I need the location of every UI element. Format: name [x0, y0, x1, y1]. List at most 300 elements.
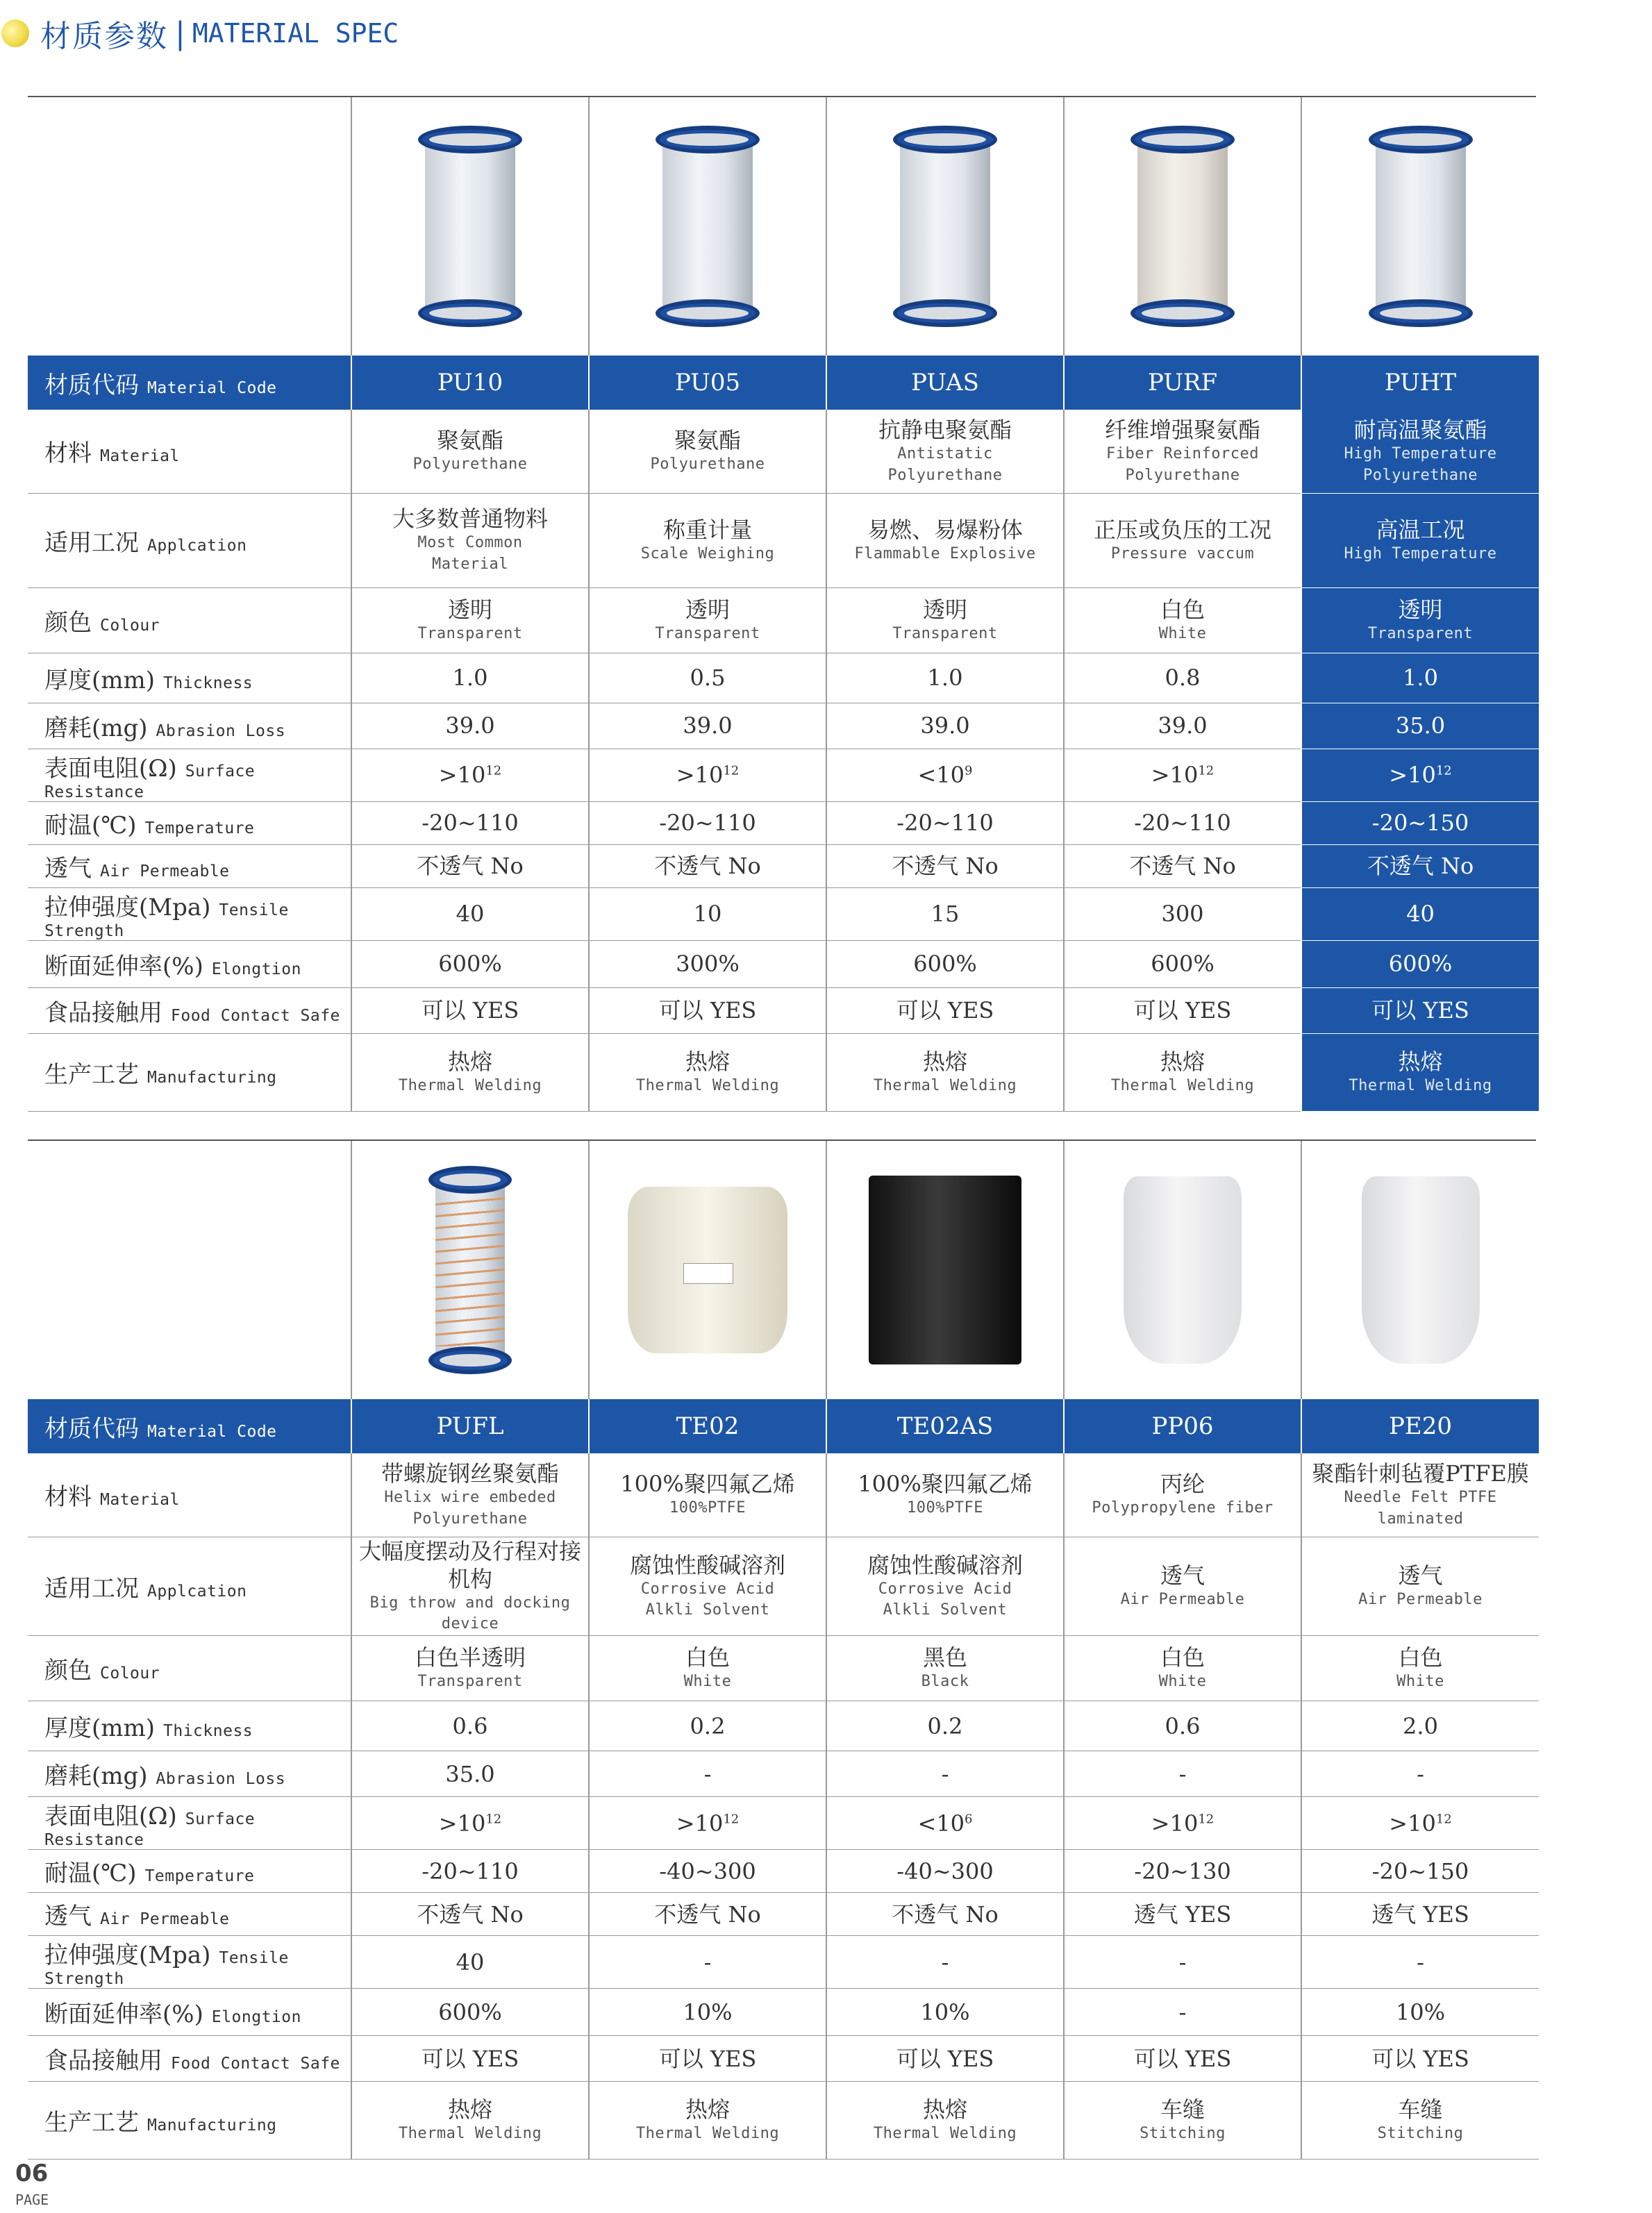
value-en: Helix wire embeded	[384, 1488, 556, 1506]
label-cn: 拉伸强度(Mpa)	[44, 893, 211, 921]
value-text: 10%	[920, 1998, 970, 2026]
air-row	[28, 844, 1539, 887]
resistance-exponent: 12	[723, 763, 740, 778]
resistance-cell	[826, 749, 1064, 801]
manufacturing-cell	[1064, 2082, 1301, 2160]
value-text: 1.0	[927, 665, 963, 691]
value-cn: 车缝	[1160, 2096, 1205, 2123]
application-cell	[1064, 493, 1301, 587]
tensile-cell	[589, 1936, 826, 1989]
bag-image	[628, 1187, 787, 1353]
temperature-cell	[351, 1850, 589, 1893]
label-en: Colour	[100, 1664, 160, 1683]
resistance-value	[1302, 761, 1539, 789]
material-code-row	[28, 356, 1539, 410]
value-cn: 聚氨酯	[436, 427, 503, 454]
sleeve-image	[1130, 126, 1235, 327]
value-text: -20~110	[896, 810, 994, 836]
colour-row	[28, 1636, 1539, 1701]
application-row	[28, 493, 1539, 587]
label-cn: 表面电阻(Ω)	[44, 754, 177, 783]
resistance-value	[590, 761, 826, 789]
product-image-cell	[1301, 1141, 1539, 1399]
value-text: -20~110	[659, 810, 756, 836]
value-text: 透气 YES	[1371, 1901, 1469, 1928]
air-cell	[1301, 1893, 1539, 1936]
value-text: -	[1417, 1948, 1424, 1976]
label-en: Air Permeable	[100, 1910, 230, 1929]
label-en: Tensile Strength	[44, 1949, 289, 1989]
value-cn: 带螺旋钢丝聚氨酯	[381, 1460, 559, 1487]
manufacturing-row	[28, 1033, 1539, 1111]
value-cn: 热熔	[447, 2096, 492, 2123]
product-image-cell	[351, 97, 589, 356]
value-text: 不透气 No	[892, 1901, 999, 1928]
label-cn: 适用工况	[44, 528, 139, 557]
value-en: Stitching	[1377, 2125, 1464, 2143]
food-cell	[1301, 2036, 1539, 2082]
food-cell	[351, 2036, 589, 2082]
colour-cell	[1064, 1636, 1301, 1701]
label-food	[28, 987, 351, 1033]
label-cn: 生产工艺	[44, 2109, 139, 2137]
temperature-cell	[1301, 1850, 1539, 1893]
value-en: White	[1158, 624, 1207, 642]
value-en: Thermal Welding	[398, 2125, 542, 2143]
resistance-value	[827, 761, 1063, 789]
value-en: Scale Weighing	[640, 544, 775, 562]
application-cell	[589, 1537, 826, 1636]
elongation-cell	[826, 1989, 1064, 2036]
value-text: -	[1417, 1760, 1424, 1787]
abrasion-cell	[589, 1751, 826, 1797]
elongation-cell	[1064, 940, 1301, 987]
material-cell	[589, 410, 826, 493]
product-image-cell	[589, 97, 826, 356]
abrasion-cell	[1064, 1751, 1301, 1797]
label-material	[28, 1453, 351, 1537]
material-code-cell: PUAS	[826, 356, 1064, 410]
material-cell	[589, 1453, 826, 1537]
label-cn: 材质代码	[44, 1414, 139, 1443]
label-thickness	[28, 1701, 351, 1751]
material-code-cell: PUFL	[351, 1399, 589, 1453]
resistance-exponent: 6	[965, 1811, 973, 1826]
label-cn: 颜色	[44, 608, 92, 637]
value-text: 39.0	[1158, 712, 1208, 739]
resistance-value	[827, 1810, 1063, 1837]
temperature-cell	[1064, 1850, 1301, 1893]
value-en: Corrosive Acid	[878, 1580, 1012, 1598]
value-en: White	[683, 1673, 732, 1691]
abrasion-cell	[351, 1751, 589, 1797]
manufacturing-cell	[826, 1033, 1064, 1111]
label-resistance	[28, 1797, 351, 1850]
value-text: 可以 YES	[896, 2045, 994, 2072]
value-text: -	[703, 1948, 712, 1976]
value-text: 39.0	[920, 712, 970, 739]
value-text: 不透气 No	[1367, 853, 1474, 879]
label-abrasion	[28, 1751, 351, 1797]
value-text: 40	[1406, 901, 1435, 927]
label-en: Food Contact Safe	[171, 2055, 340, 2073]
food-cell	[589, 2036, 826, 2082]
application-cell	[1064, 1537, 1301, 1636]
value-cn: 腐蚀性酸碱溶剂	[629, 1551, 785, 1578]
label-cn: 适用工况	[44, 1574, 139, 1603]
value-en: Alkli Solvent	[883, 1601, 1008, 1619]
value-text: 2.0	[1403, 1712, 1438, 1739]
value-cn: 白色	[1398, 1644, 1443, 1671]
colour-cell	[589, 587, 826, 653]
value-cn: 黑色	[922, 1644, 967, 1671]
resistance-exponent: 12	[1435, 763, 1452, 778]
label-en: Temperature	[144, 1867, 255, 1886]
label-manufacturing	[28, 2082, 351, 2160]
material-row	[28, 1453, 1539, 1537]
value-cn: 正压或负压的工况	[1093, 516, 1271, 543]
resistance-value	[352, 1810, 588, 1837]
value-en: High Temperature	[1344, 444, 1497, 462]
air-cell	[589, 1893, 826, 1936]
thickness-cell	[589, 653, 826, 703]
value-en: Polyurethane	[887, 466, 1003, 484]
label-cn: 拉伸强度(Mpa)	[44, 1941, 211, 1970]
colour-row	[28, 587, 1539, 653]
application-cell	[351, 1537, 589, 1636]
value-text: 不透气 No	[654, 1901, 761, 1928]
resistance-value	[1065, 761, 1301, 789]
abrasion-cell	[589, 703, 826, 749]
label-cn: 耐温(℃)	[44, 1860, 137, 1888]
sleeve-image	[1369, 126, 1473, 327]
thickness-cell	[589, 1701, 826, 1751]
bag-image	[1124, 1176, 1242, 1364]
label-cn: 透气	[44, 854, 92, 883]
manufacturing-cell	[1064, 1033, 1301, 1111]
value-cn: 热熔	[922, 2096, 967, 2123]
value-text: 15	[931, 901, 960, 927]
application-cell	[351, 493, 589, 587]
label-en: Material Code	[147, 378, 277, 397]
value-text: -20~110	[422, 810, 519, 836]
label-en: Temperature	[144, 819, 255, 837]
value-text: 0.2	[690, 1712, 726, 1739]
empty-corner-cell	[28, 1141, 351, 1399]
material-cell	[1301, 1453, 1539, 1537]
value-text: 可以 YES	[421, 2045, 519, 2072]
product-image-cell	[826, 1141, 1064, 1399]
label-application	[28, 493, 351, 587]
value-en: Thermal Welding	[635, 1076, 780, 1094]
material-cell	[351, 1453, 589, 1537]
label-tensile	[28, 887, 351, 940]
resistance-cell	[351, 749, 589, 801]
label-cn: 断面延伸率(%)	[44, 2001, 203, 2029]
value-en: Material	[432, 556, 508, 573]
material-cell	[826, 410, 1064, 493]
food-cell	[826, 2036, 1064, 2082]
thickness-cell	[1301, 1701, 1539, 1751]
value-text: 1.0	[1403, 665, 1438, 691]
label-cn: 材质代码	[44, 371, 139, 399]
value-cn: 热熔	[1398, 1048, 1443, 1075]
value-cn: 大多数普通物料	[392, 506, 548, 533]
label-colour	[28, 1636, 351, 1701]
temperature-cell	[351, 801, 589, 844]
value-en: Thermal Welding	[635, 2125, 780, 2143]
value-en: Thermal Welding	[873, 2125, 1017, 2143]
value-cn: 白色	[685, 1644, 730, 1671]
value-text: -	[1178, 1948, 1187, 1976]
tensile-cell	[826, 1936, 1064, 1989]
colour-cell	[826, 1636, 1064, 1701]
material-code-cell: PE20	[1301, 1399, 1539, 1453]
colour-cell	[351, 587, 589, 653]
label-cn: 磨耗(mg)	[44, 714, 148, 742]
resistance-base: >10	[438, 762, 486, 788]
resistance-value	[590, 1810, 826, 1837]
value-en: White	[1396, 1673, 1444, 1691]
abrasion-cell	[1301, 1751, 1539, 1797]
value-cn: 聚酯针刺毡覆PTFE膜	[1312, 1460, 1529, 1487]
value-en: High Temperature	[1344, 544, 1497, 562]
label-cn: 表面电阻(Ω)	[44, 1803, 177, 1831]
value-text: -	[941, 1948, 949, 1976]
resistance-base: >10	[1151, 762, 1199, 788]
value-cn: 透明	[1398, 596, 1443, 623]
material-code-cell: PU10	[351, 356, 589, 410]
label-en: Applcation	[147, 1582, 247, 1601]
label-en: Elongtion	[211, 960, 301, 978]
value-en: Fiber Reinforced	[1106, 444, 1259, 462]
value-text: 可以 YES	[658, 997, 757, 1024]
label-abrasion	[28, 703, 351, 749]
temperature-cell	[1301, 801, 1539, 844]
value-text: 300%	[676, 951, 740, 977]
value-en: Antistatic	[897, 444, 993, 462]
value-en: Thermal Welding	[873, 1076, 1017, 1094]
value-cn: 热熔	[685, 2096, 730, 2123]
value-cn: 透明	[922, 596, 967, 623]
thickness-cell	[826, 1701, 1064, 1751]
value-en: Transparent	[655, 624, 760, 642]
label-en: Food Contact Safe	[171, 1006, 340, 1025]
label-food	[28, 2036, 351, 2082]
value-en: Air Permeable	[1120, 1590, 1245, 1608]
tensile-cell	[351, 1936, 589, 1989]
value-cn: 热熔	[685, 1048, 730, 1075]
food-cell	[589, 987, 826, 1033]
resistance-cell	[1301, 749, 1539, 801]
manufacturing-cell	[351, 2082, 589, 2160]
abrasion-cell	[826, 703, 1064, 749]
food-cell	[1064, 2036, 1301, 2082]
elongation-cell	[1301, 940, 1539, 987]
label-elongation	[28, 940, 351, 987]
value-text: 透气 YES	[1133, 1901, 1232, 1928]
material-cell	[351, 410, 589, 493]
product-image-cell	[826, 97, 1064, 356]
material-code-row	[28, 1399, 1539, 1453]
resistance-exponent: 12	[723, 1811, 740, 1826]
label-cn: 断面延伸率(%)	[44, 952, 203, 980]
value-text: -20~150	[1371, 810, 1469, 836]
label-cn: 食品接触用	[44, 2047, 162, 2076]
value-cn: 100%聚四氟乙烯	[620, 1471, 795, 1498]
elongation-cell	[589, 1989, 826, 2036]
helix-sleeve-image	[428, 1166, 512, 1374]
colour-cell	[826, 587, 1064, 653]
value-text: 10%	[683, 1998, 733, 2026]
value-en: Transparent	[417, 624, 523, 642]
product-image-cell	[1064, 1141, 1301, 1399]
manufacturing-cell	[589, 2082, 826, 2160]
value-en: Polyurethane	[650, 456, 765, 474]
empty-corner-cell	[28, 97, 351, 356]
value-en: Polyurethane	[1363, 466, 1478, 484]
resistance-exponent: 12	[1198, 1811, 1215, 1826]
product-image-cell	[1301, 97, 1539, 356]
value-cn: 白色	[1160, 1644, 1205, 1671]
value-text: 0.6	[452, 1712, 488, 1739]
elongation-cell	[1064, 1989, 1301, 2036]
value-text: 可以 YES	[421, 997, 519, 1024]
food-row	[28, 987, 1539, 1033]
value-text: -20~150	[1371, 1857, 1469, 1885]
application-cell	[826, 1537, 1064, 1636]
application-cell	[1301, 493, 1539, 587]
food-cell	[1301, 987, 1539, 1033]
material-code-cell: PP06	[1064, 1399, 1301, 1453]
label-material-code	[28, 356, 351, 410]
value-cn: 热熔	[1160, 1048, 1205, 1075]
value-en: Polyurethane	[412, 456, 528, 474]
resistance-row	[28, 749, 1539, 801]
air-cell	[826, 1893, 1064, 1936]
value-cn: 透气	[1398, 1562, 1443, 1589]
value-en: Transparent	[417, 1673, 523, 1691]
value-text: 0.5	[690, 665, 726, 691]
tensile-cell	[1301, 887, 1539, 940]
value-cn: 热熔	[922, 1048, 967, 1075]
material-code-cell: PUHT	[1301, 356, 1539, 410]
value-text: -40~300	[896, 1857, 994, 1885]
resistance-exponent: 12	[1198, 763, 1215, 778]
label-en: Manufacturing	[147, 1068, 277, 1087]
label-material-code	[28, 1399, 351, 1453]
value-cn: 纤维增强聚氨酯	[1104, 416, 1260, 443]
air-cell	[1301, 844, 1539, 887]
label-temperature	[28, 1850, 351, 1893]
label-en: Manufacturing	[147, 2116, 277, 2135]
label-en: Elongtion	[211, 2008, 301, 2027]
value-en: Flammable Explosive	[854, 544, 1036, 562]
material-cell	[1301, 410, 1539, 493]
value-text: 可以 YES	[896, 997, 994, 1024]
tensile-cell	[351, 887, 589, 940]
thickness-row	[28, 1701, 1539, 1751]
value-en: Pressure vaccum	[1110, 544, 1255, 562]
resistance-value	[352, 761, 588, 789]
label-air	[28, 1893, 351, 1936]
label-cn: 材料	[44, 1483, 92, 1512]
label-application	[28, 1537, 351, 1636]
value-cn: 易燃、易爆粉体	[867, 516, 1023, 543]
value-en: Polyurethane	[1125, 466, 1240, 484]
application-row	[28, 1537, 1539, 1636]
manufacturing-cell	[826, 2082, 1064, 2160]
value-en: Transparent	[892, 624, 998, 642]
tensile-cell	[1064, 1936, 1301, 1989]
spec-table-1	[28, 97, 1539, 1112]
air-cell	[589, 844, 826, 887]
air-row	[28, 1893, 1539, 1936]
product-image-cell	[351, 1141, 589, 1399]
label-cn: 食品接触用	[44, 999, 162, 1027]
air-cell	[351, 1893, 589, 1936]
value-en: Alkli Solvent	[645, 1601, 770, 1619]
page-label: PAGE	[15, 2191, 49, 2208]
resistance-cell	[1064, 1797, 1301, 1850]
value-text: 不透气 No	[892, 853, 999, 879]
label-cn: 生产工艺	[44, 1060, 139, 1089]
value-cn: 热熔	[447, 1048, 492, 1075]
label-en: Thickness	[163, 674, 253, 692]
value-cn: 车缝	[1398, 2096, 1443, 2123]
value-text: 40	[456, 1948, 485, 1976]
manufacturing-cell	[1301, 1033, 1539, 1111]
value-text: 可以 YES	[1133, 997, 1232, 1024]
colour-cell	[1301, 1636, 1539, 1701]
value-en: Thermal Welding	[1349, 1076, 1492, 1094]
tensile-cell	[826, 887, 1064, 940]
abrasion-row	[28, 703, 1539, 749]
label-temperature	[28, 801, 351, 844]
value-text: -40~300	[659, 1857, 756, 1885]
resistance-value	[1302, 1810, 1539, 1837]
resistance-base: <10	[917, 762, 965, 788]
value-cn: 高温工况	[1376, 516, 1465, 543]
thickness-cell	[826, 653, 1064, 703]
title-en: MATERIAL SPEC	[192, 18, 399, 49]
thickness-cell	[1064, 653, 1301, 703]
value-cn: 白色半透明	[414, 1644, 526, 1671]
label-en: Material	[100, 1491, 180, 1510]
elongation-row	[28, 1989, 1539, 2036]
label-en: Material Code	[147, 1422, 277, 1441]
resistance-cell	[589, 1797, 826, 1850]
resistance-row	[28, 1797, 1539, 1850]
value-en: Thermal Welding	[1110, 1076, 1255, 1094]
material-cell	[1064, 410, 1301, 493]
temperature-cell	[589, 801, 826, 844]
bag-image	[1362, 1176, 1480, 1364]
value-text: 可以 YES	[1371, 997, 1469, 1024]
sleeve-image	[893, 126, 997, 327]
resistance-base: >10	[1389, 762, 1436, 788]
label-manufacturing	[28, 1033, 351, 1111]
value-text: 不透气 No	[417, 853, 524, 879]
value-cn: 透明	[685, 596, 730, 623]
label-tag	[683, 1263, 733, 1284]
elongation-cell	[351, 1989, 589, 2036]
title-separator: |	[175, 15, 185, 51]
food-cell	[351, 987, 589, 1033]
label-en: Applcation	[147, 536, 247, 555]
label-cn: 透气	[44, 1903, 92, 1931]
value-text: -	[1178, 1998, 1187, 2026]
